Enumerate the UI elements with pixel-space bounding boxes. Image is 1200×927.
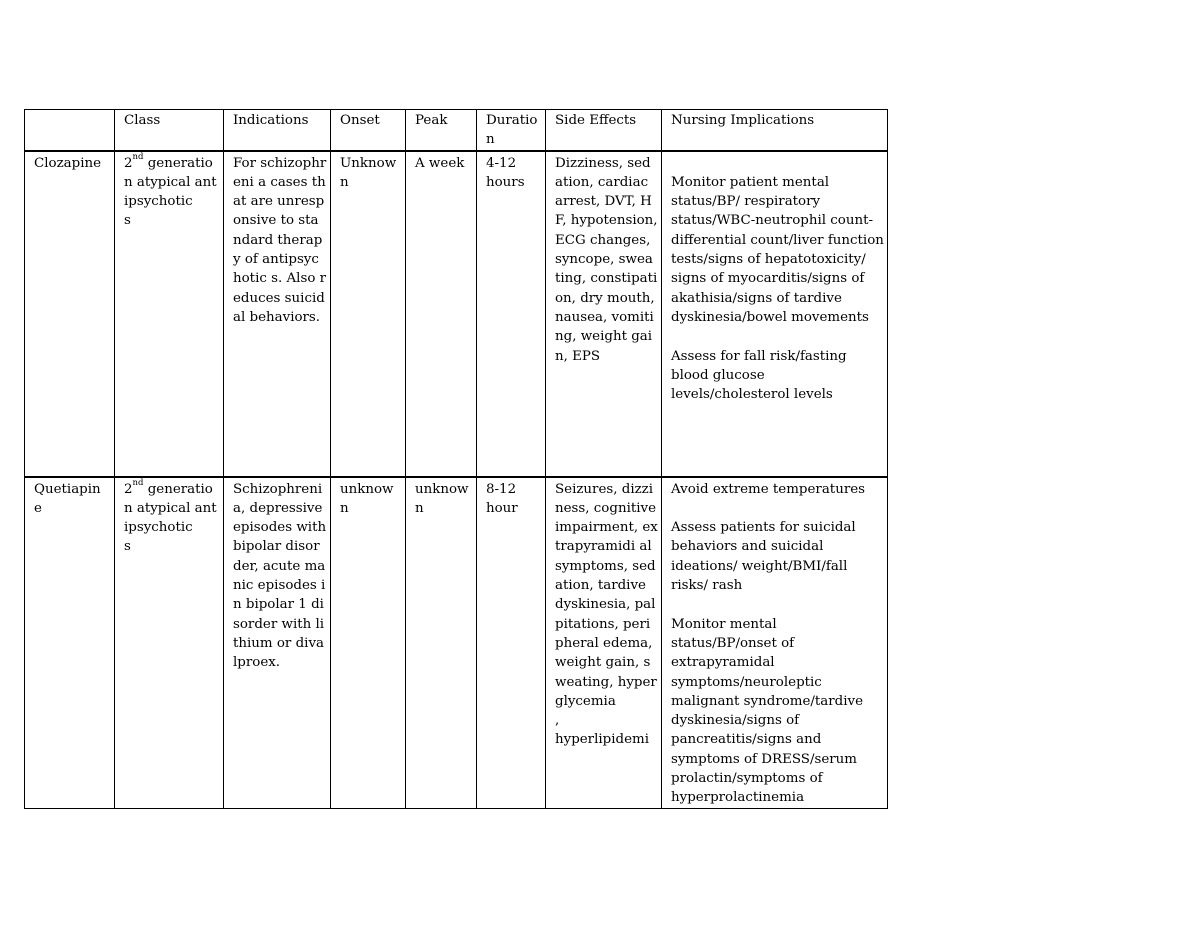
drug-onset: Unknow n [331,151,406,477]
header-blank [25,110,115,151]
class-number: 2 [124,481,133,497]
drug-nursing-implications: Monitor patient mental status/BP/ respiratory status/WBC-neutrophil count-differential count/liver function tests/signs of hepatotoxicity/ signs of myocarditis/signs of akathisia/signs of tardive dyskinesia/bowel movements Assess for fall risk/fasting blood glucose levels/cholesterol levels [662,151,888,477]
drug-onset: unknow n [331,477,406,809]
drug-table [24,109,888,809]
drug-name: Quetiapin e [25,477,115,809]
header-onset: Onset [331,110,406,151]
drug-peak: A week [406,151,477,477]
drug-side-effects: Dizziness, sedation, cardiac arrest, DVT, HF, hypotension, ECG changes, syncope, sweating, constipation, dry mouth, nausea, vomiting, weight gain, EPS [546,151,662,477]
drug-duration: 4-12 hours [477,151,546,477]
class-ordinal: nd [132,152,144,163]
header-indications: Indications [224,110,331,151]
header-side-effects: Side Effects [546,110,662,151]
header-class: Class [115,110,224,151]
drug-class [115,477,224,809]
drug-peak: unknow n [406,477,477,809]
class-text: generation atypical antipsychotic s [124,155,217,229]
drug-indications: For schizophreni a cases that are unresponsive to standard therapy of antipsychotic s. Also reduces suicidal behaviors. [224,151,331,477]
class-text: generation atypical antipsychotic s [124,481,217,555]
drug-nursing-implications: Avoid extreme temperatures Assess patients for suicidal behaviors and suicidal ideations/ weight/BMI/fall risks/ rash Monitor mental status/BP/onset of extrapyramidal symptoms/neuroleptic malignant syndrome/tardive dyskinesia/signs of pancreatitis/signs and symptoms of DRESS/serum prolactin/symptoms of hyperprolactinemia [662,477,888,809]
drug-side-effects: Seizures, dizziness, cognitive impairment, extrapyramidi al symptoms, sedation, tardive dyskinesia, palpitations, peripheral edema, weight gain, sweating, hyperglycemia , hyperlipidemi [546,477,662,809]
drug-duration: 8-12 hour [477,477,546,809]
drug-indications: Schizophreni a, depressive episodes with bipolar disorder, acute manic episodes in bipolar 1 disorder with lithium or divalproex. [224,477,331,809]
header-row [25,110,888,151]
header-peak: Peak [406,110,477,151]
class-ordinal: nd [132,478,144,489]
drug-class [115,151,224,477]
header-duration: Duratio n [477,110,546,151]
table-row [25,477,888,809]
table-row [25,151,888,477]
drug-name: Clozapine [25,151,115,477]
header-nursing-implications: Nursing Implications [662,110,888,151]
class-number: 2 [124,155,133,171]
